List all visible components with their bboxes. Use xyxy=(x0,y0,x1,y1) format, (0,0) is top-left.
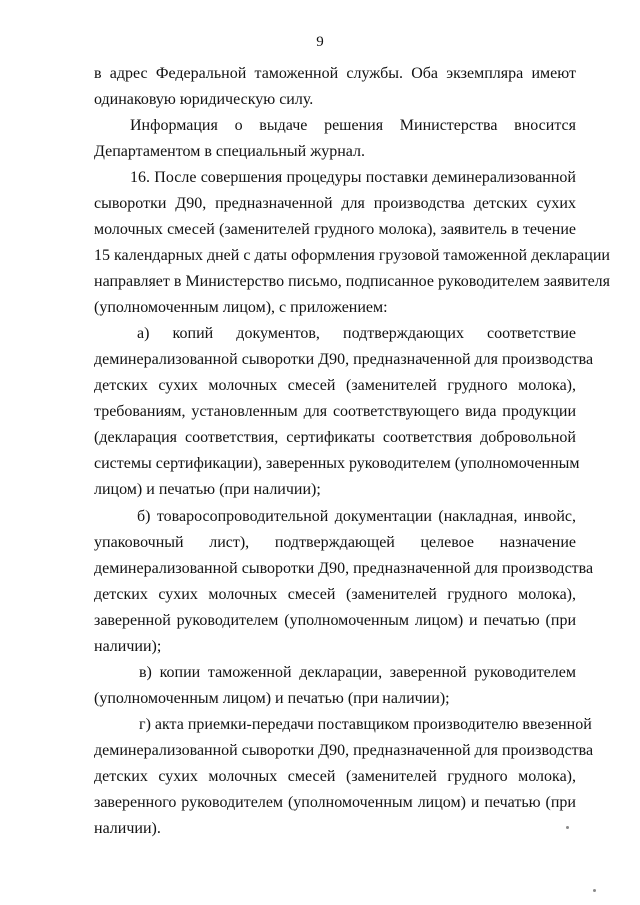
scan-speck xyxy=(593,889,596,892)
scan-speck xyxy=(566,826,569,829)
text-line: сыворотки Д90, предназначенной для производства детских сухих xyxy=(94,195,576,212)
text-line: детских сухих молочных смесей (заменителей грудного молока), xyxy=(94,377,576,394)
text-line: 15 календарных дней с даты оформления грузовой таможенной декларации xyxy=(94,247,610,264)
text-line: (уполномоченным лицом), с приложением: xyxy=(94,299,388,316)
text-line: в адрес Федеральной таможенной службы. Оба экземпляра имеют xyxy=(94,65,576,82)
text-line: заверенного руководителем (уполномоченным лицом) и печатью (при xyxy=(94,794,576,811)
text-line: упаковочный лист), подтверждающей целевое назначение xyxy=(94,534,576,551)
text-line: наличии). xyxy=(94,820,161,837)
text-line: в) копии таможенной декларации, заверенной руководителем xyxy=(139,664,576,681)
text-line: б) товаросопроводительной документации (накладная, инвойс, xyxy=(137,508,576,525)
text-line: одинаковую юридическую силу. xyxy=(94,91,314,108)
text-line: г) акта приемки-передачи поставщиком производителю ввезенной xyxy=(139,716,592,733)
text-line: молочных смесей (заменителей грудного молока), заявитель в течение xyxy=(94,221,576,238)
text-line: направляет в Министерство письмо, подписанное руководителем заявителя xyxy=(94,273,611,290)
text-line: системы сертификации), заверенных руководителем (уполномоченным xyxy=(94,455,580,472)
text-line: деминерализованной сыворотки Д90, предназначенной для производства xyxy=(94,351,594,368)
text-line: (уполномоченным лицом) и печатью (при наличии); xyxy=(94,690,450,707)
text-line: Департаментом в специальный журнал. xyxy=(94,143,366,160)
text-line: деминерализованной сыворотки Д90, предназначенной для производства xyxy=(94,560,594,577)
text-line: наличии); xyxy=(94,638,162,655)
text-line: (декларация соответствия, сертификаты соответствия добровольной xyxy=(94,429,576,446)
page-number: 9 xyxy=(316,34,324,50)
text-line: детских сухих молочных смесей (заменителей грудного молока), xyxy=(94,586,576,603)
text-line: требованиям, установленным для соответствующего вида продукции xyxy=(94,403,576,420)
text-line: 16. После совершения процедуры поставки деминерализованной xyxy=(130,169,576,186)
text-line: заверенной руководителем (уполномоченным лицом) и печатью (при xyxy=(94,612,576,629)
text-line: детских сухих молочных смесей (заменителей грудного молока), xyxy=(94,768,576,785)
text-line: деминерализованной сыворотки Д90, предназначенной для производства xyxy=(94,742,594,759)
text-line: а) копий документов, подтверждающих соответствие xyxy=(137,325,576,342)
text-line: лицом) и печатью (при наличии); xyxy=(94,481,321,498)
text-line: Информация о выдаче решения Министерства вносится xyxy=(130,117,576,134)
